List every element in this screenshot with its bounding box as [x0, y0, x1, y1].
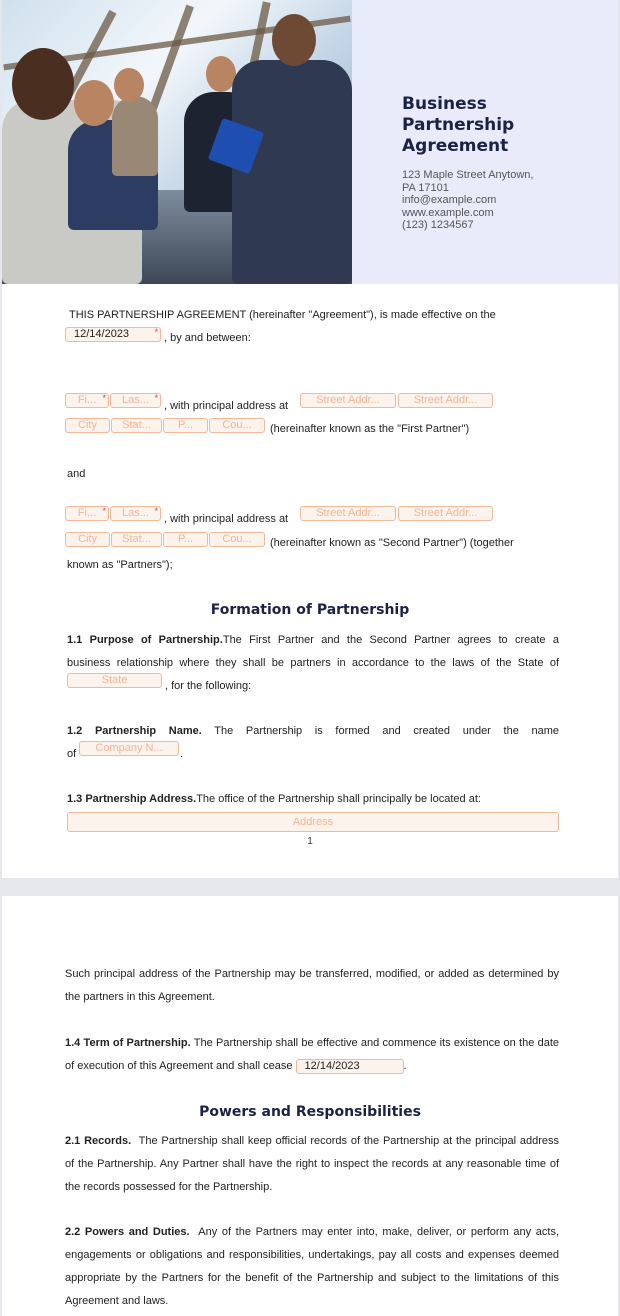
- second-partner-street2-field[interactable]: Street Addr...: [398, 506, 493, 521]
- period-text-2: .: [403, 1060, 407, 1072]
- of-text: of: [67, 748, 77, 760]
- section-1-4-text: The Partnership shall be effective and commence its existence on the date of execution of this Agreement and shall cease: [65, 1037, 559, 1072]
- second-partner-country-field[interactable]: Cou...: [209, 532, 265, 547]
- section-1-2-label: 1.2 Partnership Name.: [67, 725, 202, 737]
- second-partner-first-name-field[interactable]: Fi... *: [65, 506, 109, 521]
- placeholder: Las...: [122, 507, 149, 519]
- effective-date-value: 12/14/2023: [74, 328, 130, 340]
- powers-heading: Powers and Responsibilities: [199, 1104, 421, 1120]
- first-partner-state-field[interactable]: Stat...: [111, 418, 162, 433]
- section-1-3-label: 1.3 Partnership Address.: [67, 793, 197, 805]
- first-partner-first-name-field[interactable]: Fi... *: [65, 393, 109, 408]
- document-title: [402, 94, 602, 157]
- for-the-following-text: , for the following:: [165, 680, 252, 692]
- placeholder: Fi...: [77, 507, 97, 519]
- by-and-between-text: , by and between:: [164, 332, 251, 344]
- section-1-1-line-1: [67, 634, 559, 646]
- section-2-2-label: 2.2 Powers and Duties.: [65, 1226, 190, 1238]
- phone: (123) 1234567: [402, 219, 474, 231]
- second-partner-street1-field[interactable]: Street Addr...: [300, 506, 396, 521]
- second-partner-state-field[interactable]: Stat...: [111, 532, 162, 547]
- placeholder: Fi...: [77, 394, 97, 406]
- address-line-1: 123 Maple Street Anytown,: [402, 169, 534, 181]
- and-text: and: [67, 468, 86, 480]
- page-number: 1: [307, 836, 313, 847]
- section-2-1: [65, 1130, 559, 1199]
- document-page-1: [2, 0, 618, 878]
- section-1-1-label: 1.1 Purpose of Partnership.: [67, 634, 223, 646]
- document-page-2: [2, 896, 618, 1316]
- second-partner-known-as: (hereinafter known as "Second Partner") (together: [270, 537, 514, 549]
- period-text: .: [180, 748, 184, 760]
- first-partner-country-field[interactable]: Cou...: [209, 418, 265, 433]
- website: www.example.com: [402, 206, 494, 219]
- address-line-2: PA 17101: [402, 181, 449, 194]
- section-1-4-label: 1.4 Term of Partnership.: [65, 1037, 191, 1049]
- section-2-1-label: 2.1 Records.: [65, 1135, 132, 1147]
- section-1-4: [65, 1032, 559, 1078]
- placeholder: Las...: [122, 394, 149, 406]
- term-end-date-value: 12/14/2023: [304, 1059, 360, 1072]
- section-2-2: [65, 1221, 559, 1313]
- section-1-3-text: The office of the Partnership shall principally be located at:: [196, 793, 481, 805]
- second-partner-city-field[interactable]: City: [65, 532, 110, 547]
- first-partner-known-as: (hereinafter known as the "First Partner"): [270, 423, 470, 435]
- with-address-text-2: , with principal address at: [164, 513, 289, 525]
- formation-heading: Formation of Partnership: [210, 602, 410, 618]
- first-partner-postal-field[interactable]: P...: [163, 418, 208, 433]
- section-1-1-line-2: business relationship where they shall be partners in accordance to the laws of the State of: [67, 657, 559, 669]
- partnership-address-field[interactable]: Address: [67, 812, 559, 832]
- section-2-1-text: The Partnership shall keep official records of the Partnership at the principal address of the Partnership. Any Partner shall have the right to inspect the records at any reasonable time of the records possessed for the Partnership.: [65, 1135, 560, 1193]
- section-1-2-line-1: [67, 725, 559, 737]
- term-end-date-field[interactable]: [296, 1059, 404, 1074]
- second-partner-known-as-2: known as "Partners");: [67, 559, 173, 571]
- title-line-1: Business: [402, 94, 487, 114]
- first-partner-last-name-field[interactable]: Las... *: [110, 393, 161, 408]
- first-partner-street1-field[interactable]: Street Addr...: [300, 393, 396, 408]
- company-name-field[interactable]: Company N...: [79, 741, 179, 756]
- section-1-3: [67, 793, 481, 805]
- second-partner-last-name-field[interactable]: Las... *: [110, 506, 161, 521]
- section-2-2-text: Any of the Partners may enter into, make, deliver, or perform any acts, engagements or obligations and responsibilities, undertakings, pay all costs and expenses deemed appropriate by the Partners for the benefit of the Partnership and subject to the limitations of this Agreement and laws.: [65, 1226, 559, 1307]
- first-partner-street2-field[interactable]: Street Addr...: [398, 393, 493, 408]
- header-panel: [352, 0, 618, 284]
- section-1-2-text: The Partnership is formed and created under the name: [214, 725, 559, 737]
- title-line-3: Agreement: [402, 136, 509, 156]
- first-partner-city-field[interactable]: City: [65, 418, 110, 433]
- email: info@example.com: [402, 194, 497, 206]
- intro-text: THIS PARTNERSHIP AGREEMENT (hereinafter "Agreement"), is made effective on the: [69, 309, 496, 321]
- effective-date-field[interactable]: 12/14/2023 *: [65, 327, 161, 342]
- state-field[interactable]: State: [67, 673, 162, 688]
- transfer-paragraph: Such principal address of the Partnership may be transferred, modified, or added as determined by the partners in this Agreement.: [65, 968, 559, 1003]
- with-address-text: , with principal address at: [164, 400, 289, 412]
- business-meeting-photo: [2, 0, 352, 284]
- title-line-2: Partnership: [402, 115, 515, 135]
- section-1-1-text: The First Partner and the Second Partner agrees to create a: [222, 634, 559, 646]
- contact-info: [402, 169, 602, 232]
- second-partner-postal-field[interactable]: P...: [163, 532, 208, 547]
